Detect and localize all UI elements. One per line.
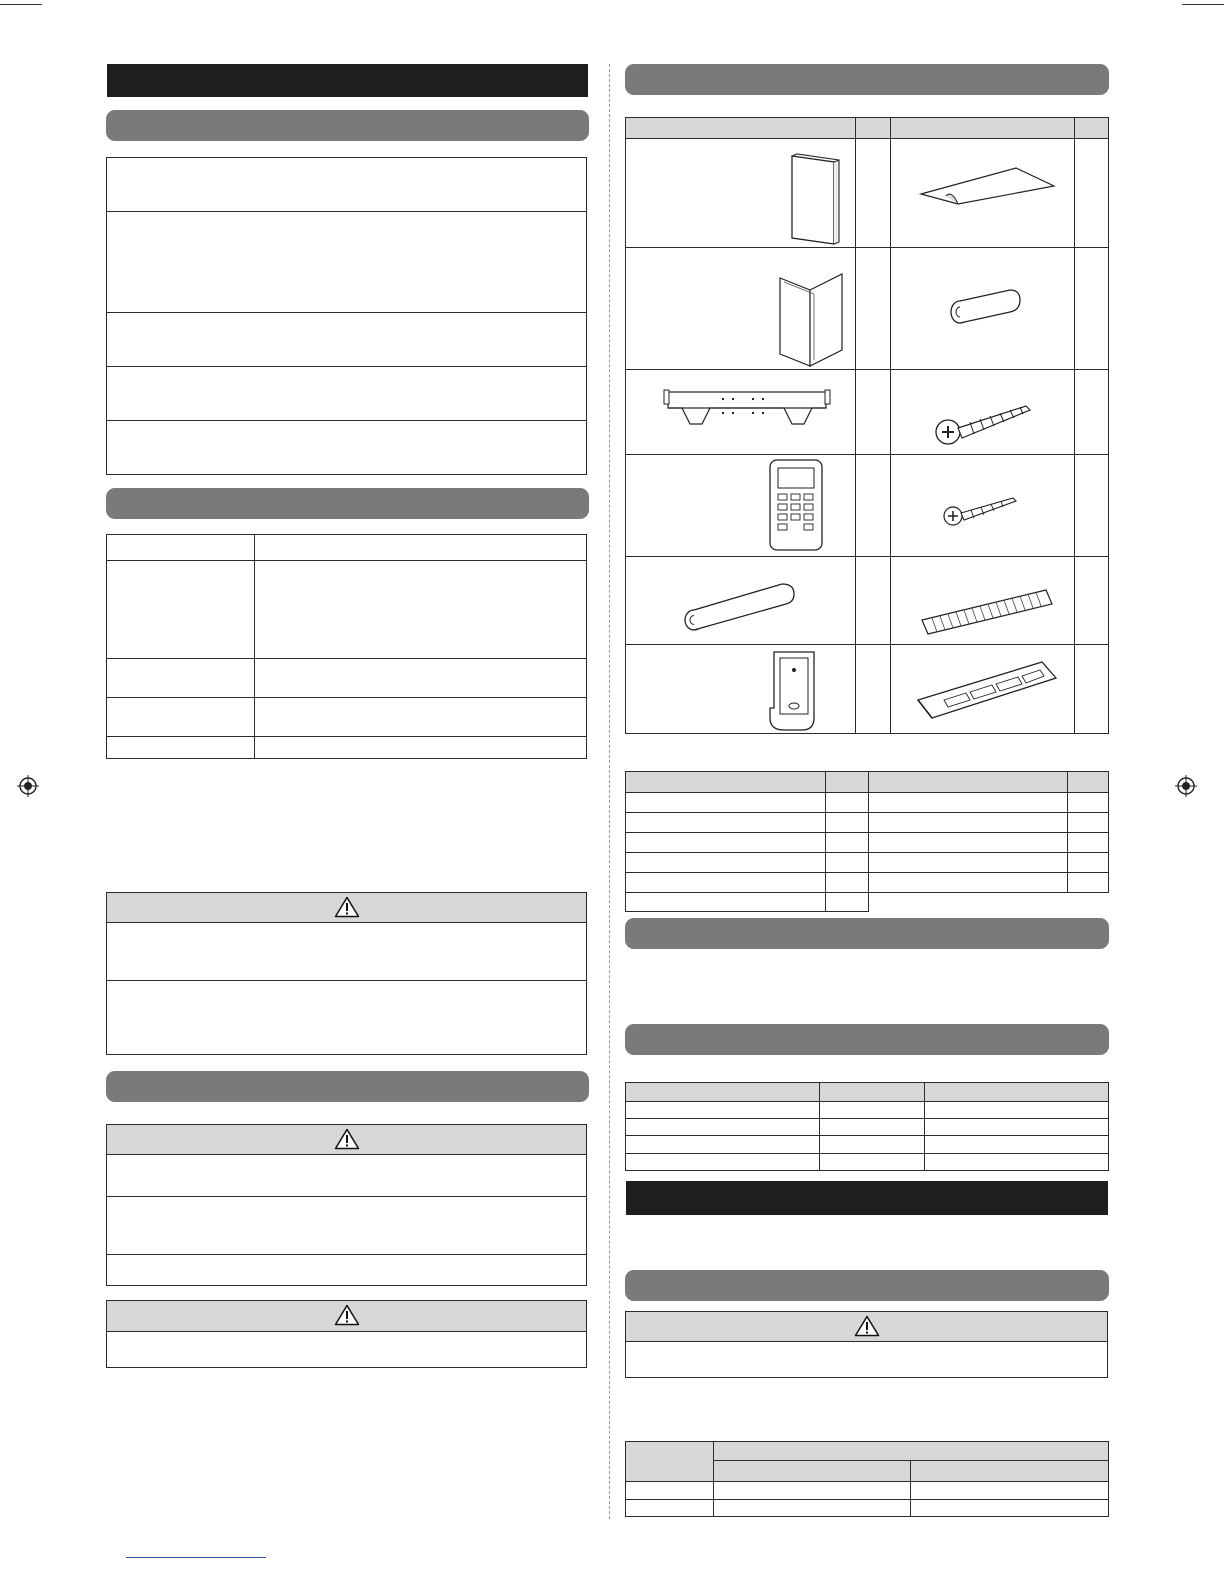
specifications-table xyxy=(106,534,587,759)
operating-manual-icon xyxy=(786,152,846,246)
cloth-tape-icon xyxy=(948,282,1028,326)
accessories-table-header xyxy=(626,118,1108,138)
warning-header xyxy=(107,1125,586,1154)
registration-mark-icon xyxy=(1175,775,1197,797)
battery-icon xyxy=(682,578,802,638)
clearance-header-left xyxy=(626,1442,713,1481)
caution-box xyxy=(106,1300,587,1368)
warning-header xyxy=(626,1312,1107,1341)
installation-manual-icon xyxy=(776,270,846,368)
clearance-table xyxy=(625,1441,1109,1517)
safety-instructions-box xyxy=(106,157,587,475)
tapping-screw-small-icon xyxy=(941,488,1021,530)
warning-triangle-icon xyxy=(334,896,360,918)
warning-box-3 xyxy=(625,1311,1108,1378)
warning-header xyxy=(107,893,586,922)
registration-mark-icon xyxy=(17,775,39,797)
remote-control-icon xyxy=(766,458,830,554)
tapping-screw-large-icon xyxy=(934,398,1038,450)
section-bar-3 xyxy=(106,1071,589,1102)
warning-triangle-icon xyxy=(334,1128,360,1150)
installation-title-bar xyxy=(626,1181,1108,1215)
insulation-tape-icon xyxy=(918,166,1058,206)
filter-holder-icon xyxy=(914,656,1062,722)
crop-mark-top-left xyxy=(0,4,42,5)
warning-triangle-icon xyxy=(334,1304,360,1326)
warning-box-1 xyxy=(106,892,587,1055)
section-bar-6 xyxy=(625,1024,1109,1055)
optional-parts-header xyxy=(625,771,1109,792)
pipe-table-header xyxy=(626,1083,1108,1101)
remote-control-holder-icon xyxy=(764,648,830,734)
crop-mark-top-right xyxy=(1182,4,1224,5)
wall-hook-bracket-icon xyxy=(662,388,832,438)
warning-triangle-icon xyxy=(854,1315,880,1337)
section-bar-7 xyxy=(625,1270,1109,1301)
section-bar-2 xyxy=(106,488,589,519)
section-bar-accessories xyxy=(625,64,1109,95)
optional-parts-table xyxy=(625,771,1109,912)
air-cleaning-filter-icon xyxy=(918,582,1058,638)
caution-header xyxy=(107,1301,586,1331)
section-bar-5 xyxy=(625,918,1109,949)
crop-mark-bottom xyxy=(126,1557,266,1558)
warning-box-2 xyxy=(106,1124,587,1286)
pipe-requirement-table xyxy=(625,1082,1109,1171)
accessories-table xyxy=(625,117,1109,734)
fold-guide-line xyxy=(609,64,610,1519)
document-title-bar xyxy=(107,64,588,97)
section-bar-1 xyxy=(106,110,589,141)
